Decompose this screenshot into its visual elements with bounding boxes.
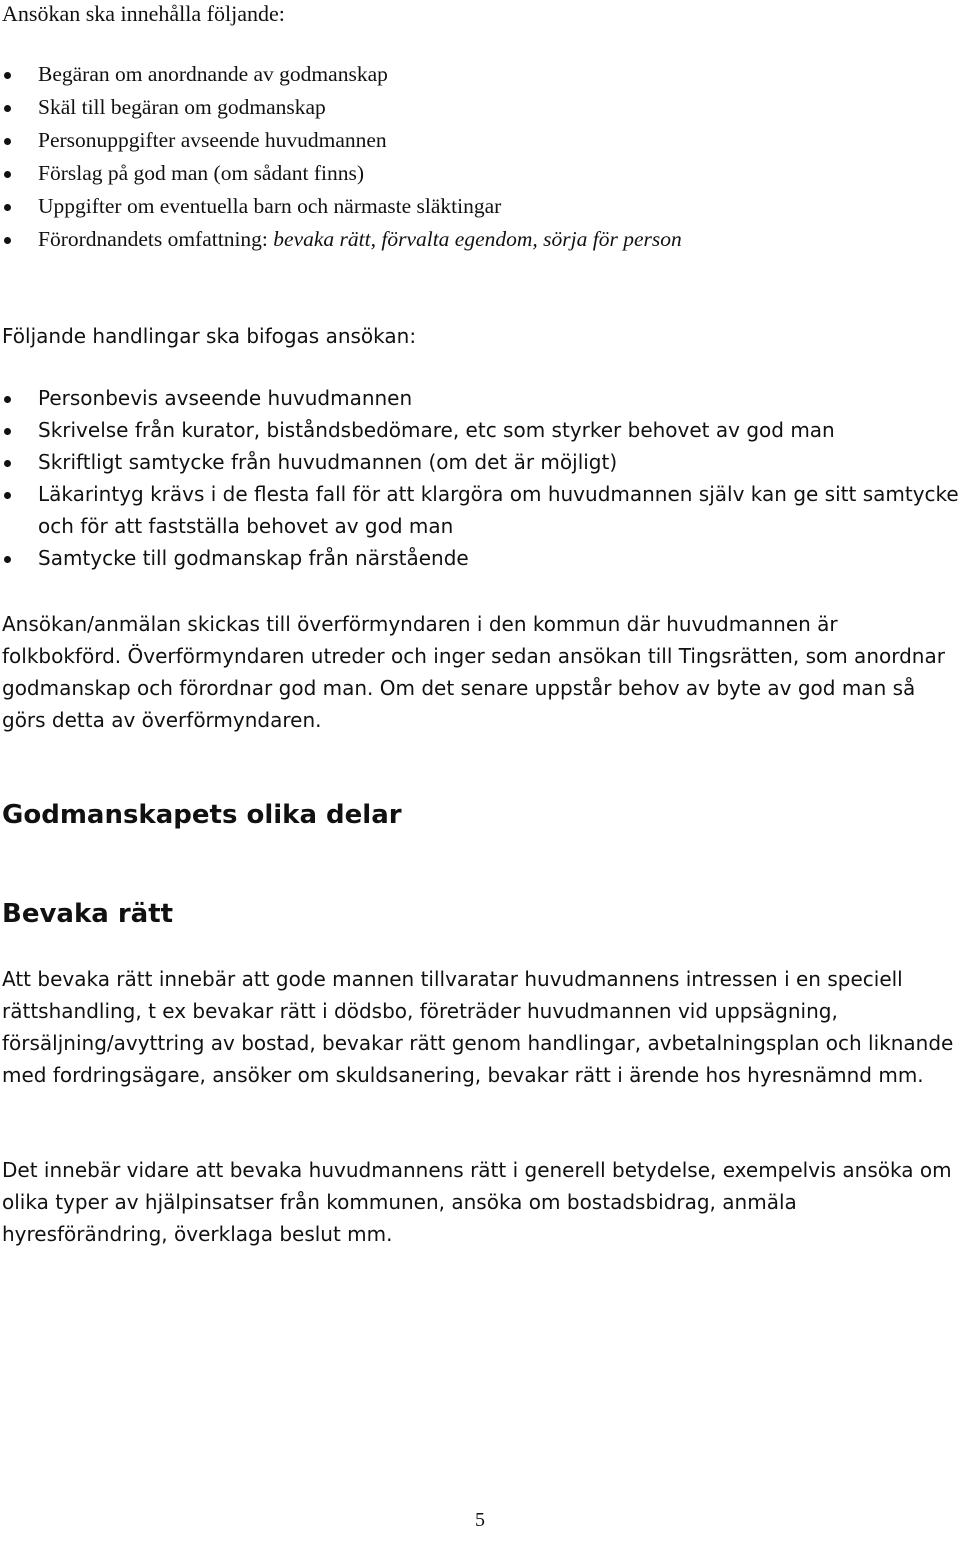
subsection-title: Bevaka rätt (2, 899, 174, 929)
list-item (2, 382, 960, 414)
attachments-list (2, 382, 960, 574)
list-item (2, 157, 958, 190)
list-item-text: Samtycke till godmanskap från närstående (38, 546, 469, 570)
list-item-text: Personbevis avseende huvudmannen (38, 386, 413, 410)
section-title: Godmanskapets olika delar (2, 800, 402, 830)
list-item (2, 446, 960, 478)
list-item-text: Begäran om anordnande av godmanskap (38, 62, 388, 86)
list-item-text: Skriftligt samtycke från huvudmannen (om det är möjligt) (38, 450, 618, 474)
list-item (2, 190, 958, 223)
list-item (2, 58, 958, 91)
submission-paragraph: Ansökan/anmälan skickas till överförmyndaren i den kommun där huvudmannen är folkbokförd. Överförmyndaren utreder och inger sedan ansökan till Tingsrätten, som anordnar godmanskap och förordnar god man. Om det senare uppstår behov av byte av god man så görs detta av överförmyndaren. (2, 612, 945, 732)
list-item (2, 223, 958, 256)
list-item-text: Skrivelse från kurator, biståndsbedömare, etc som styrker behovet av god man (38, 418, 835, 442)
attachments-heading: Följande handlingar ska bifogas ansökan: (2, 324, 417, 348)
list-item-text: Läkarintyg krävs i de flesta fall för att klargöra om huvudmannen själv kan ge sitt samtycke och för att fastställa behovet av god man (38, 482, 959, 538)
list-item (2, 478, 960, 542)
list-item (2, 91, 958, 124)
list-item (2, 124, 958, 157)
list-item-text: Uppgifter om eventuella barn och närmaste släktingar (38, 194, 502, 218)
list-item-text: Förordnandets omfattning: (38, 227, 274, 251)
list-item-text: Förslag på god man (om sådant finns) (38, 161, 365, 185)
list-item (2, 542, 960, 574)
bevaka-paragraph-1: Att bevaka rätt innebär att gode mannen tillvaratar huvudmannens intressen i en speciell rättshandling, t ex bevakar rätt i dödsbo, företräder huvudmannen vid uppsägning, försäljning/avyttring av bostad, bevakar rätt genom handlingar, avbetalningsplan och liknande med fordringsägare, ansöker om skuldsanering, bevakar rätt i ärende hos hyresnämnd mm. (2, 967, 954, 1087)
application-heading: Ansökan ska innehålla följande: (2, 1, 285, 26)
list-item-text: Skäl till begäran om godmanskap (38, 95, 326, 119)
bevaka-paragraph-2: Det innebär vidare att bevaka huvudmannens rätt i generell betydelse, exempelvis ansöka om olika typer av hjälpinsatser från kommunen, ansöka om bostadsbidrag, anmäla hyresförändring, överklaga beslut mm. (2, 1158, 952, 1246)
list-item-italic-text: bevaka rätt, förvalta egendom, sörja för person (273, 227, 682, 251)
list-item (2, 414, 960, 446)
list-item-text: Personuppgifter avseende huvudmannen (38, 128, 387, 152)
page-number: 5 (475, 1509, 485, 1531)
application-contents-list (2, 58, 958, 256)
